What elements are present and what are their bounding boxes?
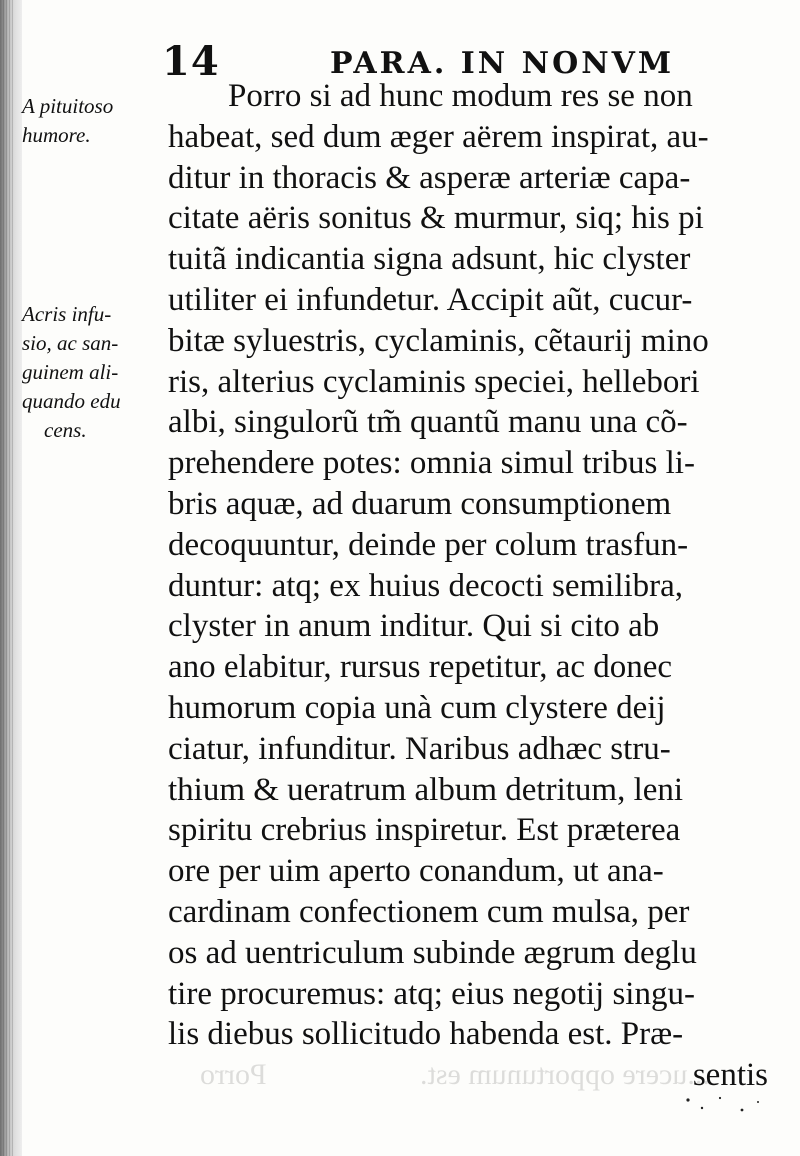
- text-line: utiliter ei infundetur. Accipit aũt, cucur-: [168, 281, 693, 318]
- text-line: bris aquæ, ad duarum consumptionem: [168, 485, 672, 522]
- page-number: 14: [162, 38, 220, 85]
- show-through-text: Porro: [200, 1058, 267, 1091]
- marginal-note-line: sio, ac san-: [22, 331, 119, 355]
- text-line: tire procuremus: atq; eius negotij singu-: [168, 975, 695, 1012]
- text-line: albi, singulorũ tm̃ quantũ manu una cõ-: [168, 404, 688, 441]
- marginal-note: [22, 300, 162, 445]
- text-line: clyster in anum inditur. Qui si cito ab: [168, 608, 660, 645]
- marginal-note-line: cens.: [44, 418, 87, 442]
- marginal-note: [22, 92, 162, 150]
- text-line: ris, alterius cyclaminis speciei, hellebori: [168, 363, 700, 400]
- text-line: duntur: atq; ex huius decocti semilibra,: [168, 567, 684, 604]
- text-line: prehendere potes: omnia simul tribus li-: [168, 445, 695, 482]
- text-line: thium & ueratrum album detritum, leni: [168, 771, 684, 808]
- marginal-note-line: quando edu: [22, 389, 121, 413]
- main-text-block: [168, 76, 768, 1096]
- text-line: lis diebus sollicitudo habenda est. Præ-: [168, 1016, 684, 1053]
- marginal-note-line: Acris infu-: [22, 302, 112, 326]
- text-line: os ad uentriculum subinde ægrum deglu: [168, 934, 697, 971]
- text-line: ditur in thoracis & asperæ arteriæ capa-: [168, 159, 691, 196]
- text-line: ciatur, infunditur. Naribus adhæc stru-: [168, 730, 671, 767]
- text-line: citate aëris sonitus & murmur, siq; his pi: [168, 200, 704, 237]
- text-line: habeat, sed dum æger aërem inspirat, au-: [168, 118, 709, 155]
- text-line: spiritu crebrius inspiretur. Est præterea: [168, 812, 681, 849]
- catchword: sentis: [692, 1057, 768, 1094]
- book-spine: [0, 0, 22, 1156]
- text-line: ano elabitur, rursus repetitur, ac donec: [168, 649, 673, 686]
- marginal-note-line: A pituitoso: [22, 94, 114, 118]
- marginal-note-line: guinem ali-: [22, 360, 119, 384]
- marginal-note-line: humore.: [22, 123, 91, 147]
- text-line: cardinam confectionem cum mulsa, per: [168, 893, 690, 930]
- text-line: ore per uim aperto conandum, ut ana-: [168, 853, 664, 890]
- spine-page-edges: [3, 0, 13, 1156]
- text-line: decoquuntur, deinde per colum trasfun-: [168, 526, 689, 563]
- ink-specks: [680, 1090, 770, 1120]
- text-line: humorum copia unà cum clystere deij: [168, 689, 666, 726]
- running-head: PARA. IN NONVM: [330, 46, 675, 81]
- text-line: Porro si ad hunc modum res se non: [228, 78, 693, 114]
- text-line: tuitã indicantia signa adsunt, hic clyster: [168, 241, 691, 278]
- text-line: bitæ syluestris, cyclaminis, cẽtaurij mino: [168, 322, 709, 359]
- show-through-text: ...ucere opportunum est.: [420, 1058, 710, 1091]
